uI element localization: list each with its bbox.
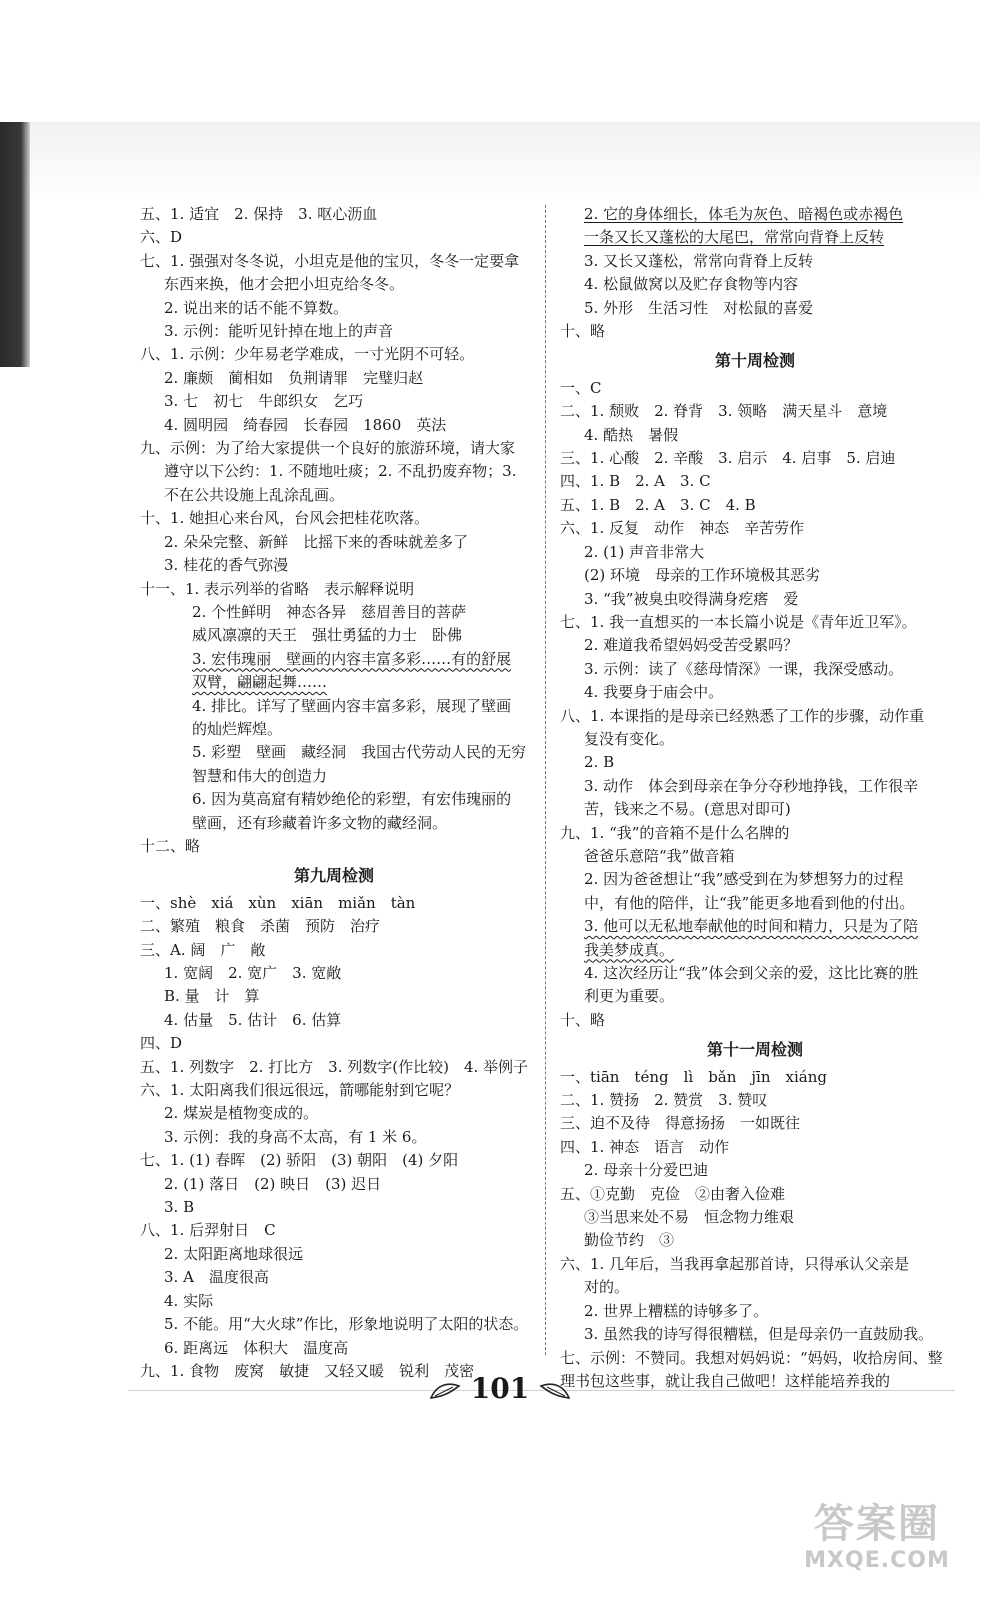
answer-line: 威风凛凛的天王 强壮勇猛的力士 卧佛 <box>192 626 463 645</box>
answer-line: 十、略 <box>560 322 606 341</box>
answer-line: 利更为重要。 <box>584 987 675 1006</box>
answer-line: 九、1. “我”的音箱不是什么名牌的 <box>560 823 790 842</box>
answer-line: 2. 太阳距离地球很远 <box>164 1244 304 1263</box>
answer-line: 3. 桂花的香气弥漫 <box>164 556 289 575</box>
answer-line: 六、1. 太阳离我们很远很远，箭哪能射到它呢？ <box>140 1081 460 1100</box>
answer-line: 二、1. 颓败 2. 脊背 3. 领略 满天星斗 意境 <box>560 402 888 421</box>
answer-line: 十、1. 她担心来台风，台风会把桂花吹落。 <box>140 509 430 528</box>
answer-line: 四、D <box>140 1034 183 1053</box>
answer-line: 十、略 <box>560 1010 606 1029</box>
answer-line: 3. 宏伟瑰丽 壁画的内容丰富多彩……有的舒展 <box>192 649 512 668</box>
answer-line: 六、D <box>140 228 183 247</box>
answer-line: 四、1. 神态 语言 动作 <box>560 1137 730 1156</box>
answer-line: 五、1. 列数字 2. 打比方 3. 列数字(作比较) 4. 举例子 <box>140 1057 529 1076</box>
answer-line: 3. 示例：我的身高不太高，有 1 米 6。 <box>164 1127 427 1146</box>
answer-line: 2. 个性鲜明 神态各异 慈眉善目的菩萨 <box>192 602 467 621</box>
answer-line: 我美梦成真。 <box>584 940 675 959</box>
answer-line: 3. 虽然我的诗写得很糟糕，但是母亲仍一直鼓励我。 <box>584 1325 934 1344</box>
answer-line: 遵守以下公约：1. 不随地吐痰；2. 不乱扔废弃物；3. <box>164 462 517 481</box>
answer-line: 苦，钱来之不易。(意思对即可) <box>584 800 791 819</box>
answer-line: 3. 七 初七 牛郎织女 乞巧 <box>164 392 364 411</box>
answer-line: 3. 示例：能听见针掉在地上的声音 <box>164 322 394 341</box>
answer-line: 2. 难道我希望妈妈受苦受累吗？ <box>584 636 799 655</box>
answer-line: 的灿烂辉煌。 <box>192 719 283 738</box>
answer-line: 4. 酷热 暑假 <box>584 425 679 444</box>
answer-line: 2. (1) 落日 (2) 映日 (3) 迟日 <box>164 1174 382 1193</box>
answer-line: 2. (1) 声音非常大 <box>584 542 705 561</box>
answer-line: B. 量 计 算 <box>164 987 260 1006</box>
answer-line: 八、1. 本课指的是母亲已经熟悉了工作的步骤，动作重 <box>560 706 925 725</box>
answer-line: 3. 动作 体会到母亲在争分夺秒地挣钱，工作很辛 <box>584 776 919 795</box>
answer-line: 1. 宽阔 2. 宽广 3. 宽敞 <box>164 964 342 982</box>
section-heading: 第十一周检测 <box>706 1040 803 1060</box>
answer-line: 2. 廉颇 蔺相如 负荆请罪 完璧归赵 <box>164 368 424 387</box>
answer-line: 爸爸乐意陪“我”做音箱 <box>584 846 735 865</box>
answer-line: 3. 他可以无私地奉献他的时间和精力，只是为了陪 <box>584 917 919 936</box>
leaf-ornament-left-icon <box>429 1380 461 1402</box>
answer-line: 2. 说出来的话不能不算数。 <box>164 298 349 317</box>
answer-line: 二、1. 赞扬 2. 赞赏 3. 赞叹 <box>560 1091 768 1110</box>
answer-line: 七、示例：不赞同。我想对妈妈说：“妈妈，收拾房间、整 <box>560 1348 943 1367</box>
answer-line: 九、1. 食物 废窝 敏捷 又轻又暖 锐利 茂密 <box>140 1361 475 1380</box>
scan-top-margin <box>30 122 980 202</box>
answer-line: 2. 世界上糟糕的诗够多了。 <box>584 1301 769 1320</box>
answer-line: 4. 排比。详写了壁画内容丰富多彩，展现了壁画 <box>192 696 512 715</box>
section-heading: 第十周检测 <box>714 351 795 371</box>
answer-line: 双臂，翩翩起舞…… <box>192 673 328 692</box>
left-answer-column <box>140 203 528 1383</box>
answer-line: 一、C <box>560 378 602 397</box>
right-answer-column <box>560 203 950 1393</box>
answer-line: 复没有变化。 <box>584 729 675 748</box>
answer-line: 壁画，还有珍藏着许多文物的藏经洞。 <box>192 813 448 832</box>
answer-line: 六、1. 几年后，当我再拿起那首诗，只得承认父亲是 <box>560 1254 910 1273</box>
answer-line: 智慧和伟大的创造力 <box>192 766 328 785</box>
site-watermark <box>782 1500 972 1582</box>
page-number-text: 101 <box>470 1372 530 1405</box>
answer-line: 2. 它的身体细长，体毛为灰色、暗褐色或赤褐色 <box>584 205 904 223</box>
answer-line: 5. 彩塑 壁画 藏经洞 我国古代劳动人民的无穷 <box>192 743 527 762</box>
answer-line: 6. 距离远 体积大 温度高 <box>164 1338 349 1357</box>
answer-line: 不在公共设施上乱涂乱画。 <box>164 485 345 504</box>
answer-line: 五、1. B 2. A 3. C 4. B <box>560 495 756 514</box>
answer-line: 五、①克勤 克俭 ②由奢入俭难 <box>560 1184 786 1203</box>
answer-line: 4. 松鼠做窝以及贮存食物等内容 <box>584 275 799 294</box>
answer-line: 2. 因为爸爸想让“我”感受到在为梦想努力的过程 <box>584 870 904 889</box>
answer-line: 五、1. 适宜 2. 保持 3. 呕心沥血 <box>140 205 378 223</box>
answer-line: 三、A. 阔 广 敞 <box>140 940 266 959</box>
answer-line: 3. B <box>164 1198 195 1217</box>
answer-line: 七、1. 强强对冬冬说，小坦克是他的宝贝，冬冬一定要拿 <box>140 251 520 270</box>
answer-line: 6. 因为莫高窟有精妙绝伦的彩塑，有宏伟瑰丽的 <box>192 790 512 809</box>
answer-line: 八、1. 后羿射日 C <box>140 1221 276 1240</box>
answer-line: 三、1. 心酸 2. 辛酸 3. 启示 4. 启事 5. 启迪 <box>560 449 896 468</box>
answer-line: 4. 这次经历让“我”体会到父亲的爱，这比比赛的胜 <box>584 964 919 982</box>
answer-line: 2. 朵朵完整、新鲜 比摇下来的香味就差多了 <box>164 532 469 551</box>
answer-line: 4. 估量 5. 估计 6. 估算 <box>164 1010 342 1029</box>
answer-line: 六、1. 反复 动作 神态 辛苦劳作 <box>560 519 805 538</box>
answer-line: 中，有他的陪伴，让“我”能更多地看到他的付出。 <box>584 893 915 912</box>
answer-line: 3. 示例：读了《慈母情深》一课，我深受感动。 <box>584 659 904 678</box>
leaf-ornament-right-icon <box>539 1380 571 1402</box>
answer-line: 3. 又长又蓬松，常常向背脊上反转 <box>584 251 814 270</box>
answer-line: 4. 实际 <box>164 1291 214 1310</box>
answer-line: 七、1. (1) 春晖 (2) 骄阳 (3) 朝阳 (4) 夕阳 <box>140 1151 459 1170</box>
answer-line: 3. “我”被臭虫咬得满身疙瘩 爱 <box>584 589 799 608</box>
answer-line: 十一、1. 表示列举的省略 表示解释说明 <box>140 579 415 598</box>
answer-line: 5. 外形 生活习性 对松鼠的喜爱 <box>584 298 814 317</box>
answer-line: 二、繁殖 粮食 杀菌 预防 治疗 <box>140 917 381 936</box>
watermark-url: MXQE.COM <box>804 1548 950 1573</box>
answer-line: 三、迫不及待 得意扬扬 一如既往 <box>560 1114 801 1133</box>
answer-line: 七、1. 我一直想买的一本长篇小说是《青年近卫军》。 <box>560 612 917 631</box>
answer-line: 4. 圆明园 绮春园 长春园 1860 英法 <box>164 415 447 434</box>
answer-line: 勤俭节约 ③ <box>584 1231 675 1250</box>
page-number <box>0 1372 1000 1405</box>
answer-line: 2. 煤炭是植物变成的。 <box>164 1104 319 1123</box>
answer-line: 九、示例：为了给大家提供一个良好的旅游环境，请大家 <box>140 439 516 458</box>
answer-line: 5. 不能。用“大火球”作比，形象地说明了太阳的状态。 <box>164 1315 529 1334</box>
answer-line: 东西来换，他才会把小坦克给冬冬。 <box>164 275 405 294</box>
answer-line: 四、1. B 2. A 3. C <box>560 472 711 491</box>
answer-line: 4. 我要身于庙会中。 <box>584 683 724 702</box>
answer-line: ③当思来处不易 恒念物力维艰 <box>584 1208 795 1227</box>
answer-line: 2. B <box>584 753 615 772</box>
answer-line: 一、tiān téng lì bǎn jīn xiáng <box>560 1067 827 1086</box>
answer-line: 2. 母亲十分爱巴迪 <box>584 1161 709 1180</box>
column-divider <box>545 205 546 1355</box>
watermark-logo-text: 答案圈 <box>814 1501 940 1547</box>
answer-line: 理书包这些事，就让我自己做吧！这样能培养我的 <box>560 1371 891 1390</box>
answer-line: 十二、略 <box>140 836 201 855</box>
answer-line: 一条又长又蓬松的大尾巴，常常向背脊上反转 <box>584 228 885 247</box>
section-heading: 第九周检测 <box>293 866 374 886</box>
answer-line: (2) 环境 母亲的工作环境极其恶劣 <box>584 566 821 585</box>
scan-shadow-edge <box>0 122 30 367</box>
answer-line: 一、shè xiá xùn xiān miǎn tàn <box>140 893 416 912</box>
answer-line: 对的。 <box>584 1278 630 1297</box>
answer-line: 3. A 温度很高 <box>164 1268 269 1287</box>
answer-line: 八、1. 示例：少年易老学难成，一寸光阴不可轻。 <box>140 345 475 364</box>
